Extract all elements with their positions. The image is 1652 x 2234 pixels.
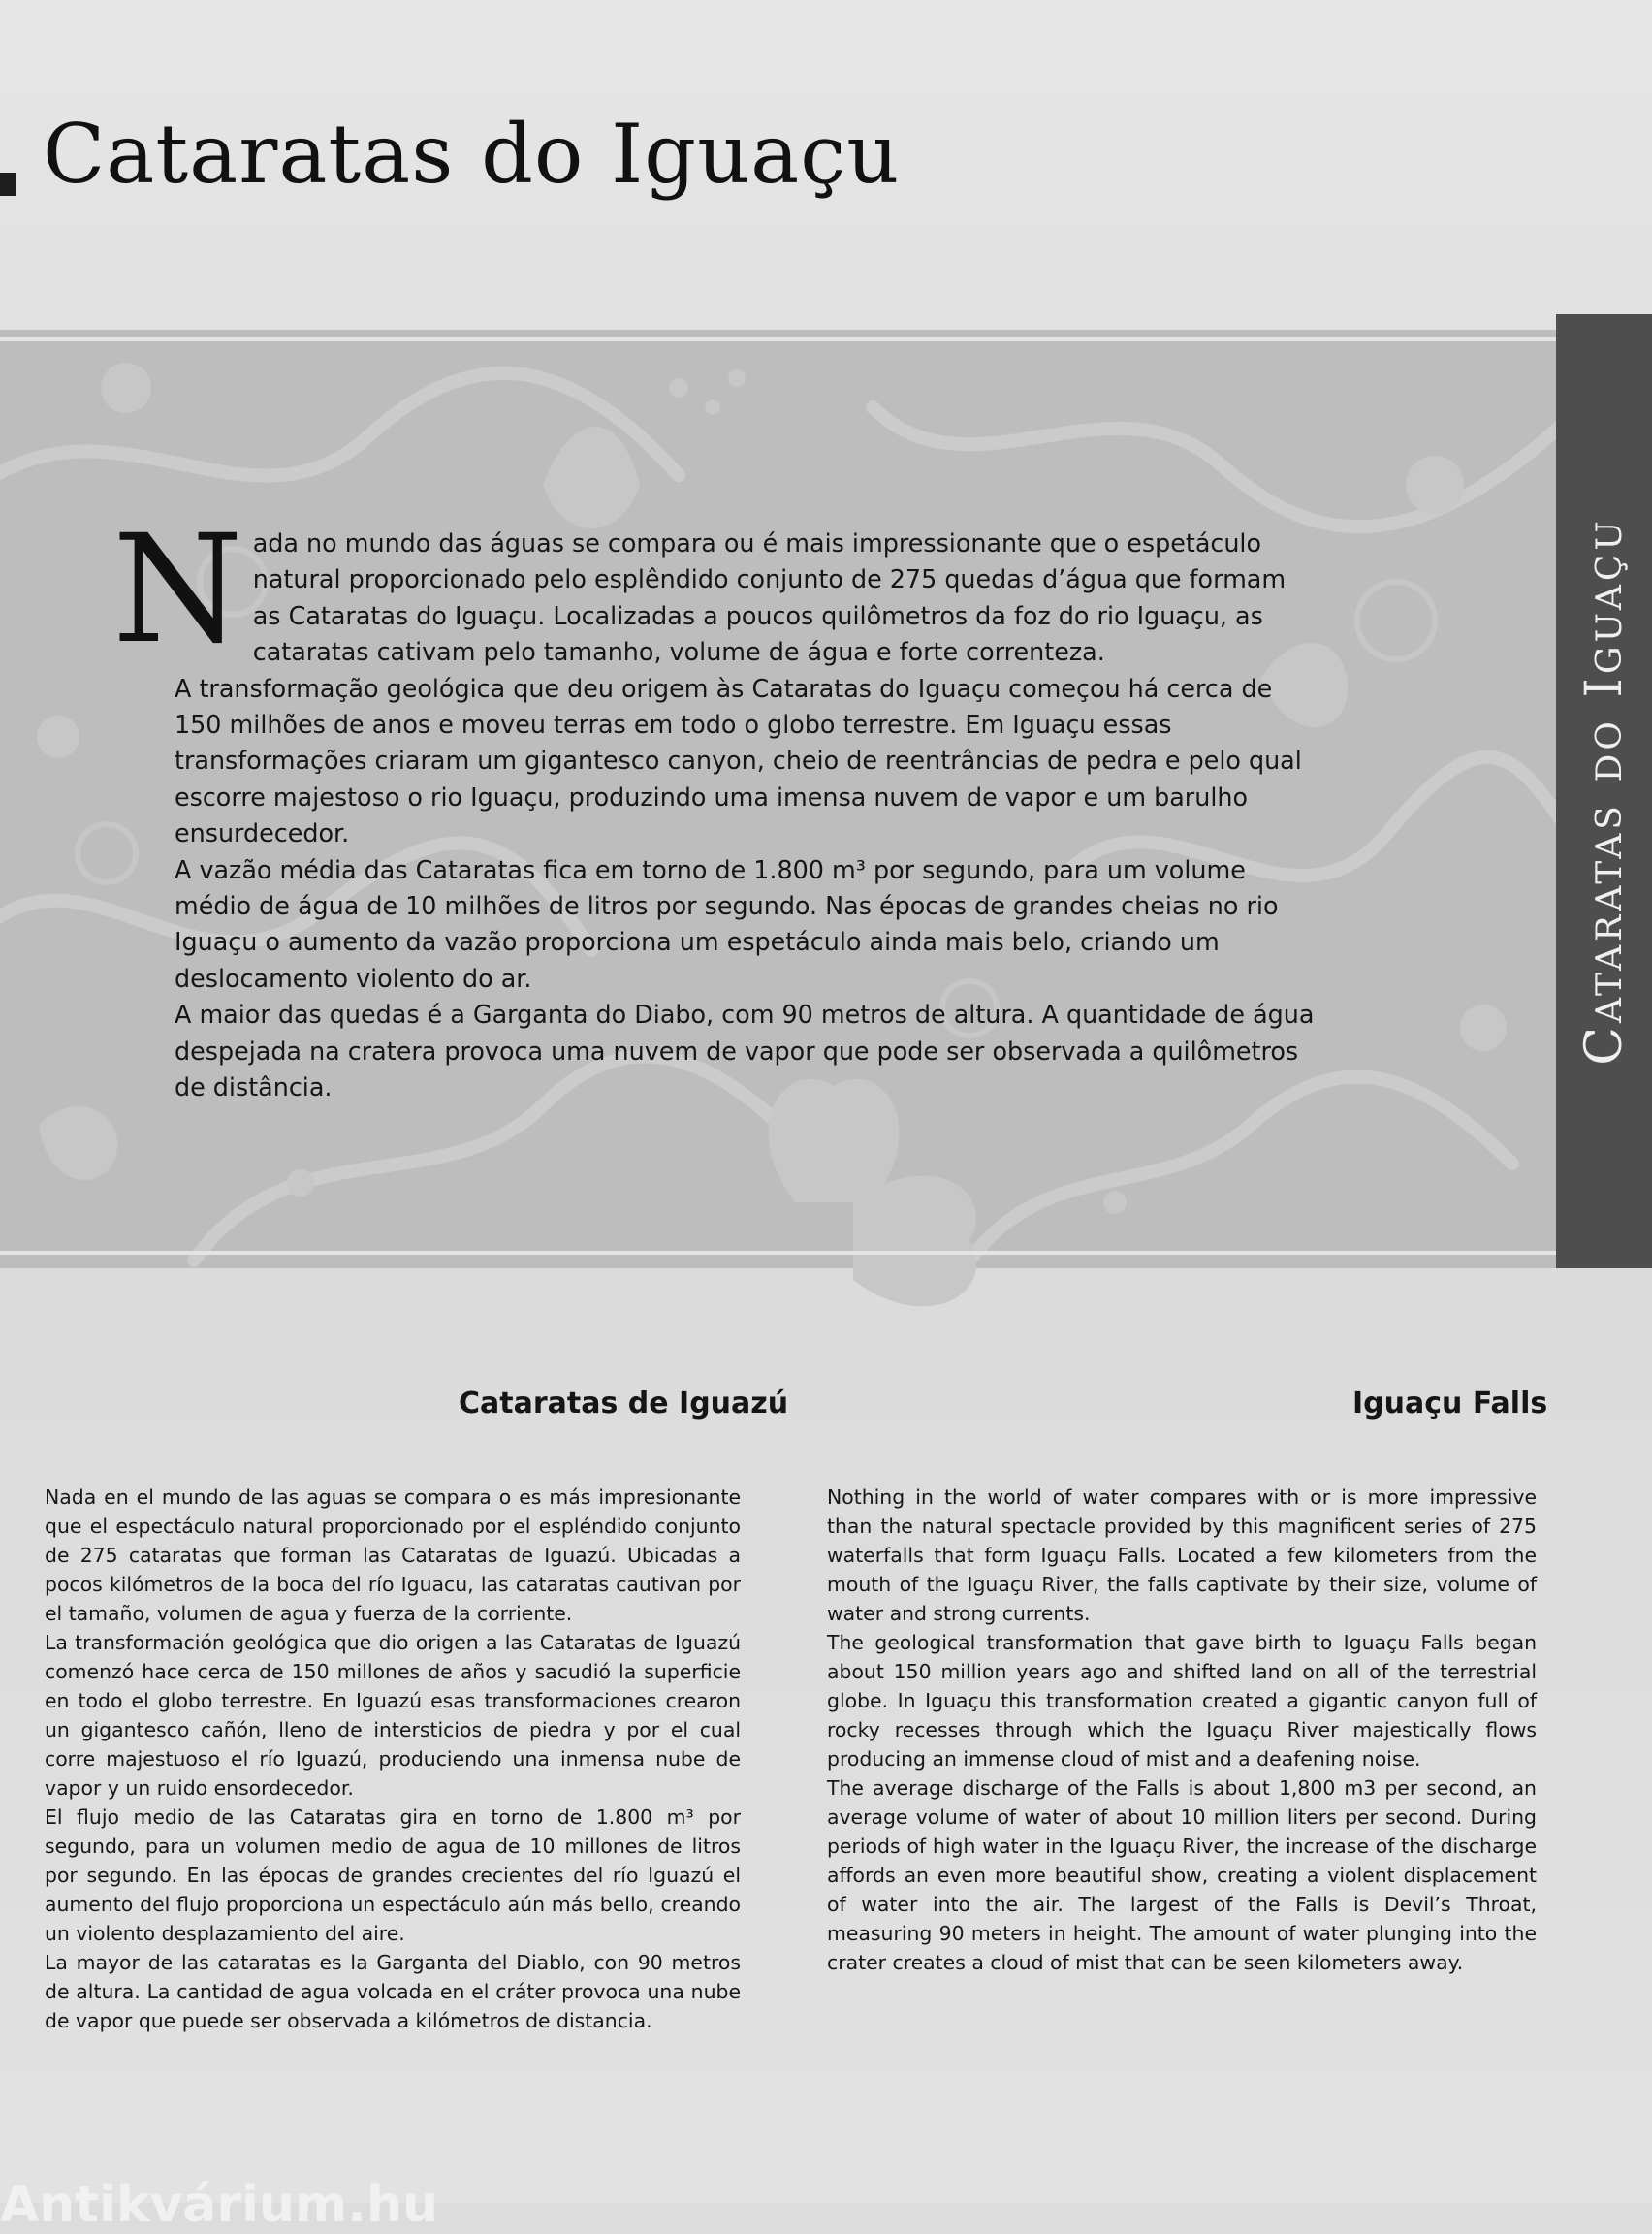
portuguese-text <box>112 503 1317 1106</box>
es-paragraph-2: La transformación geológica que dio origen a las Cataratas de Iguazú comenzó hace cerca de 150 millones de años y sacudió la superficie en todo el globo terrestre. En Iguazú esas transformaciones crearon un gigantesco cañón, lleno de intersticios de piedra y por el cual corre majestuoso el río Iguazú, produciendo una inmensa nube de vapor y un ruido ensordecedor. <box>45 1631 741 1800</box>
sidebar-label: Cataratas do Iguaçu <box>1574 517 1634 1066</box>
drop-cap: N <box>112 503 243 677</box>
en-paragraph-3: The average discharge of the Falls is about 1,800 m3 per second, an average volume of water of about 10 million liters per second. During periods of high water in the Iguaçu River, the increase of the discharge affords an even more beautiful show, creating a violent displacement of water into the air. The largest of the Falls is Devil’s Throat, measuring 90 meters in height. The amount of water plunging into the crater creates a cloud of mist that can be seen kilometers away. <box>827 1776 1537 1974</box>
pt-paragraph-4: A maior das quedas é a Garganta do Diabo, com 90 metros de altura. A quantidade de água despejada na cratera provoca uma nuvem de vapor que pode ser observada a quilômetros de distância. <box>175 1000 1315 1102</box>
band-top-rule <box>0 337 1556 341</box>
en-paragraph-1: Nothing in the world of water compares with or is more impressive than the natural spectacle provided by this magnificent series of 275 waterfalls that form Iguaçu Falls. Located a few kilometers from the mouth of the Iguaçu River, the falls captivate by their size, volume of water and strong currents. <box>827 1485 1537 1625</box>
pt-paragraph-1-text: ada no mundo das águas se compara ou é mais impressionante que o espetáculo natural proporcionado pelo esplêndido conjunto de 275 quedas d’água que formam as Cataratas do Iguaçu. Localizadas a poucos quilômetros da foz do rio Iguaçu, as cataratas cativam pelo tamanho, volume de água e forte correnteza. <box>252 528 1287 667</box>
spanish-column <box>45 1483 741 2035</box>
spanish-heading: Cataratas de Iguazú <box>459 1387 789 1420</box>
band-bottom-rule <box>0 1251 1556 1255</box>
page-title: Cataratas do Iguaçu <box>43 107 901 202</box>
es-paragraph-3: El flujo medio de las Cataratas gira en torno de 1.800 m³ por segundo, para un volumen medio de agua de 10 millones de litros por segundo. En las épocas de grandes crecientes del río Iguazú el aumento del flujo proporciona un espectáculo aún más bello, creando un violento desplazamiento del aire. <box>45 1805 741 1945</box>
en-paragraph-2: The geological transformation that gave birth to Iguaçu Falls began about 150 million years ago and shifted land on all of the terrestrial globe. In Iguaçu this transformation created a gigantic canyon full of rocky recesses through which the Iguaçu River majestically flows producing an immense cloud of mist and a deafening noise. <box>827 1631 1537 1771</box>
pt-paragraph-3: A vazão média das Cataratas fica em torno de 1.800 m³ por segundo, para um volume médio de água de 10 milhões de litros por segundo. Nas épocas de grandes cheias no rio Iguaçu o aumento da vazão proporciona um espetáculo ainda mais belo, criando um deslocamento violento do ar. <box>175 854 1279 993</box>
english-column <box>827 1483 1537 1977</box>
english-heading: Iguaçu Falls <box>1352 1387 1548 1420</box>
es-paragraph-1: Nada en el mundo de las aguas se compara o es más impresionante que el espectáculo natural proporcionado por el espléndido conjunto de 275 cataratas que forman las Cataratas de Iguazú. Ubicadas a pocos kilómetros de la boca del río Iguacu, las cataratas cautivan por el tamaño, volumen de agua y fuerza de la corriente. <box>45 1485 741 1625</box>
title-marker <box>0 173 16 196</box>
pt-paragraph-2: A transformação geológica que deu origem às Cataratas do Iguaçu começou há cerca de 150 milhões de anos e moveu terras em todo o globo terrestre. Em Iguaçu essas transformações criaram um gigantesco canyon, cheio de reentrâncias de pedra e pelo qual escorre majestoso o rio Iguaçu, produzindo uma imensa nuvem de vapor e um barulho ensurdecedor. <box>175 673 1302 848</box>
vertical-sidebar <box>1556 314 1652 1268</box>
es-paragraph-4: La mayor de las cataratas es la Garganta del Diablo, con 90 metros de altura. La cantidad de agua volcada en el cráter provoca una nube de vapor que puede ser observada a kilómetros de distancia. <box>45 1951 741 2032</box>
pt-paragraph-1 <box>112 503 1317 677</box>
watermark: Antikvárium.hu <box>0 2176 438 2234</box>
